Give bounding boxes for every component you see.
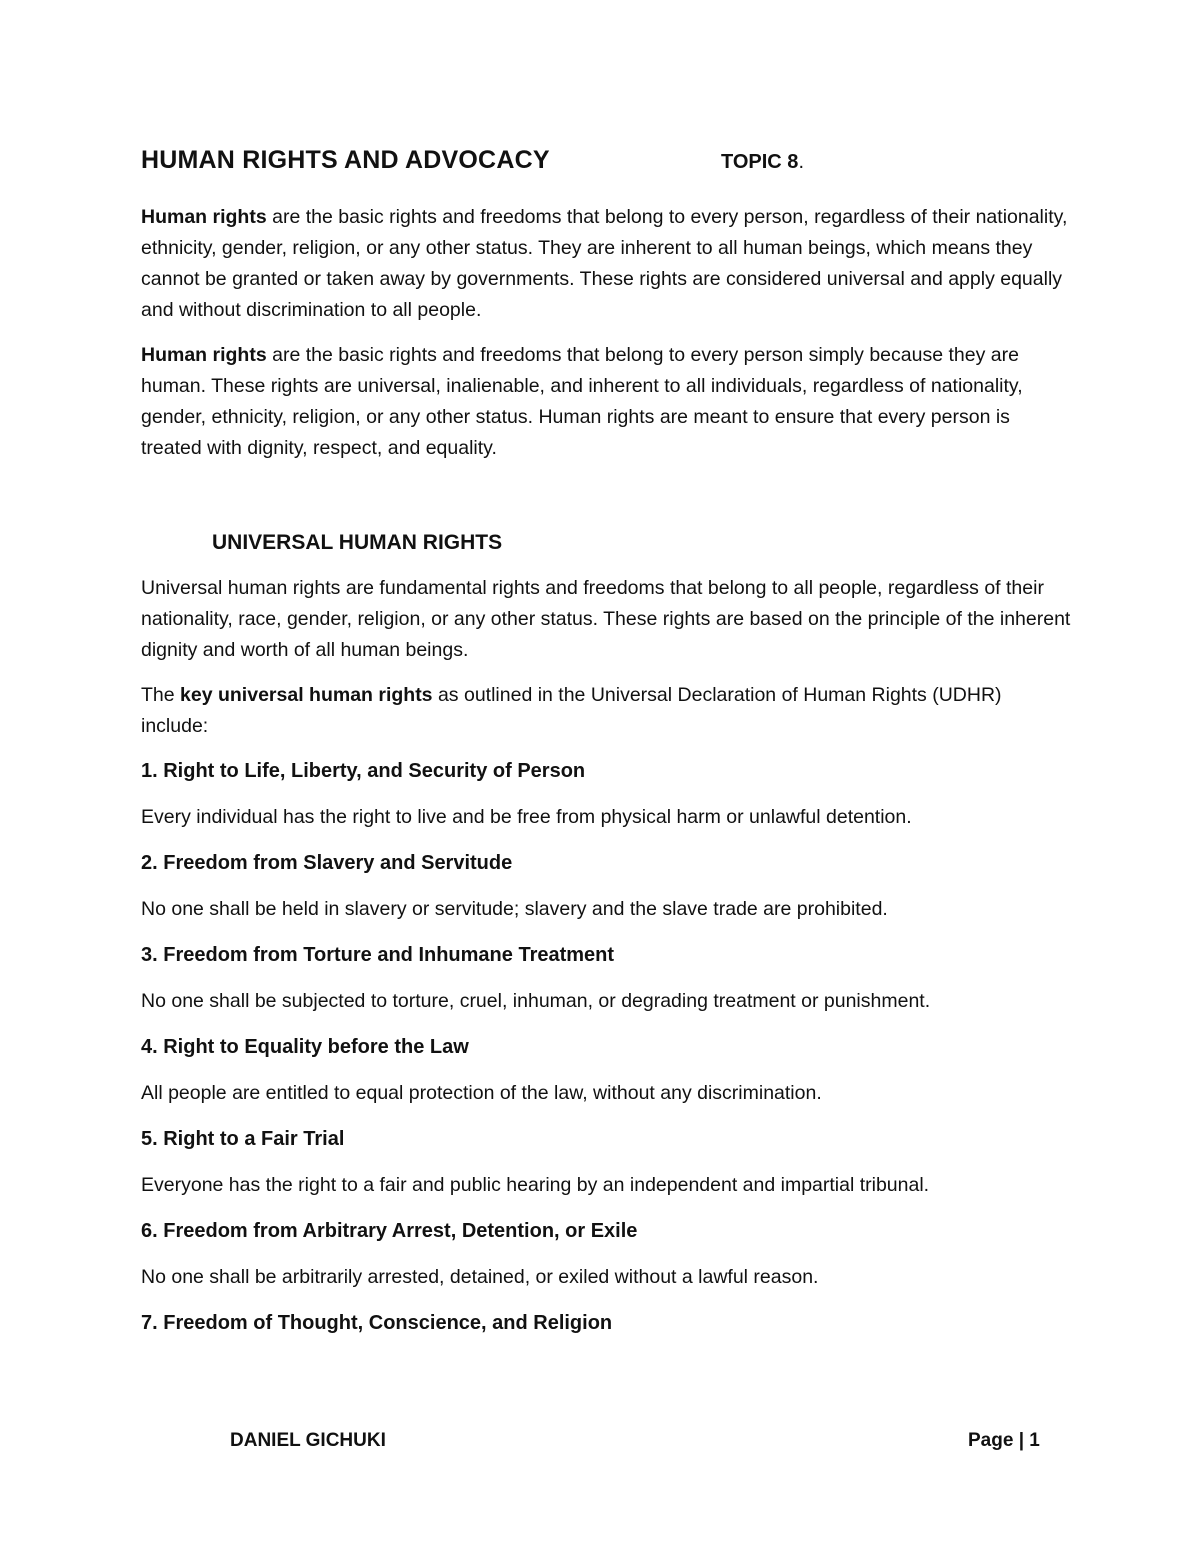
intro-text-1: are the basic rights and freedoms that belong to every person, regardless of their nationality, ethnicity, gender, religion, or any other status. They are inherent to all human beings, which means they cannot be granted or taken away by governments. These rights are considered universal and apply equally and without discrimination to all people.	[141, 206, 1068, 321]
key-rights-intro	[141, 680, 1071, 742]
right-item-6	[141, 1216, 1071, 1293]
topic-dot: .	[798, 151, 804, 173]
topic-text: TOPIC 8	[721, 151, 799, 173]
right-title-6: 6. Freedom from Arbitrary Arrest, Detention, or Exile	[141, 1220, 638, 1242]
right-desc-5: Everyone has the right to a fair and public hearing by an independent and impartial tribunal.	[141, 1174, 930, 1196]
page-footer	[0, 1430, 1200, 1460]
right-title-4: 4. Right to Equality before the Law	[141, 1036, 469, 1058]
right-title-1: 1. Right to Life, Liberty, and Security of Person	[141, 760, 586, 782]
key-bold: key universal human rights	[180, 684, 433, 706]
right-item-1	[141, 756, 1071, 833]
intro-text-2: are the basic rights and freedoms that belong to every person simply because they are human. These rights are universal, inalienable, and inherent to all individuals, regardless of nationality, gender, ethnicity, religion, or any other status. Human rights are meant to ensure that every person is treated with dignity, respect, and equality.	[141, 344, 1023, 459]
intro-paragraph-1	[141, 202, 1071, 326]
section-heading: UNIVERSAL HUMAN RIGHTS	[212, 531, 503, 554]
right-item-2	[141, 848, 1071, 925]
right-item-3	[141, 940, 1071, 1017]
right-desc-1: Every individual has the right to live and be free from physical harm or unlawful detention.	[141, 806, 912, 828]
right-item-4	[141, 1032, 1071, 1109]
right-title-7: 7. Freedom of Thought, Conscience, and Religion	[141, 1312, 613, 1334]
right-desc-3: No one shall be subjected to torture, cruel, inhuman, or degrading treatment or punishment.	[141, 990, 931, 1012]
section-paragraph: Universal human rights are fundamental rights and freedoms that belong to all people, regardless of their nationality, race, gender, religion, or any other status. These rights are based on the principle of the inherent dignity and worth of all human beings.	[141, 577, 1071, 661]
document-title: HUMAN RIGHTS AND ADVOCACY	[141, 146, 550, 174]
title-row	[141, 146, 1071, 182]
page-content	[141, 146, 1071, 1354]
key-prefix: The	[141, 684, 181, 706]
intro-paragraph-2	[141, 340, 1071, 464]
right-item-7	[141, 1308, 1071, 1339]
right-title-5: 5. Right to a Fair Trial	[141, 1128, 345, 1150]
right-desc-2: No one shall be held in slavery or servitude; slavery and the slave trade are prohibited.	[141, 898, 888, 920]
right-desc-6: No one shall be arbitrarily arrested, detained, or exiled without a lawful reason.	[141, 1266, 819, 1288]
intro-lead-1: Human rights	[141, 206, 267, 228]
right-title-2: 2. Freedom from Slavery and Servitude	[141, 852, 513, 874]
footer-page-number: Page | 1	[968, 1430, 1040, 1451]
intro-lead-2: Human rights	[141, 344, 267, 366]
topic-label	[721, 151, 804, 174]
footer-author: DANIEL GICHUKI	[230, 1430, 386, 1451]
right-title-3: 3. Freedom from Torture and Inhumane Treatment	[141, 944, 615, 966]
right-desc-4: All people are entitled to equal protection of the law, without any discrimination.	[141, 1082, 822, 1104]
right-item-5	[141, 1124, 1071, 1201]
key-suffix: as outlined in the Universal Declaration of Human Rights (UDHR) include:	[141, 684, 1002, 737]
